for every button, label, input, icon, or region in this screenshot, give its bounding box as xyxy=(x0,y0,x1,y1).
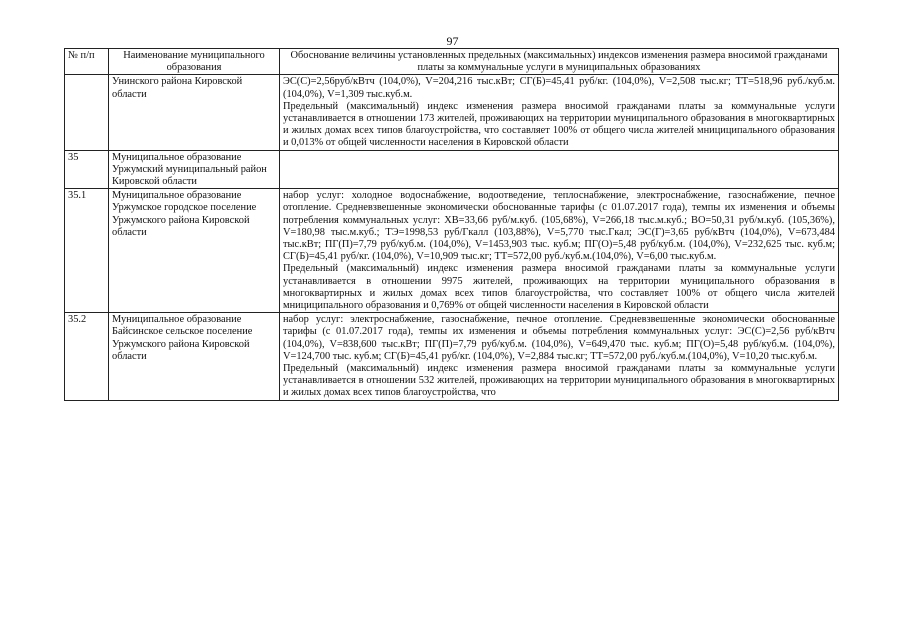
row-name: Муниципальное образование Байсинское сельское поселение Уржумского района Кировской области xyxy=(109,313,280,400)
row-tariffs: набор услуг: электроснабжение, газоснабжение, печное отопление. Средневзвешенные экономически обоснованные тарифы (с 01.07.2017 года), темпы их изменения и объемы потребления коммунальных услуг: ЭС(С)=2,56 руб/кВтч (104,0%), V=838,600 тыс.кВт; ПГ(П)=7,79 руб/куб.м. (104,0%), V=649,470 тыс. куб.м; ПГ(О)=5,48 руб/куб.м. (104,0%), V=124,700 тыс. куб.м; СГ(Б)=45,41 руб/кг. (104,0%), V=2,884 тыс.кг; ТТ=572,00 руб./куб.м.(104,0%), V=10,20 тыс.куб.м. xyxy=(283,314,835,362)
row-num xyxy=(65,75,109,150)
table-row xyxy=(65,75,839,150)
row-tariffs: ЭС(С)=2,56руб/кВтч (104,0%), V=204,216 тыс.кВт; СГ(Б)=45,41 руб/кг. (104,0%), V=2,508 тыс.кг; ТТ=518,96 руб./куб.м.(104,0%), V=1,309 тыс.куб.м. xyxy=(283,76,835,100)
row-num: 35 xyxy=(65,150,109,189)
row-name: Унинского района Кировской области xyxy=(109,75,280,150)
row-justification xyxy=(280,75,839,150)
row-name: Муниципальное образование Уржумский муниципальный район Кировской области xyxy=(109,150,280,189)
page-number: 97 xyxy=(446,34,459,48)
row-justification xyxy=(280,150,839,189)
row-name: Муниципальное образование Уржумское городское поселение Уржумского района Кировской области xyxy=(109,189,280,313)
row-index-text: Предельный (максимальный) индекс изменения размера вносимой гражданами платы за коммунальные услуги устанавливается в отношении 532 жителей, проживающих на территории муниципального образования в многоквартирных и жилых домах всех типов благоустройства, что xyxy=(283,363,835,399)
row-justification xyxy=(280,189,839,313)
row-num: 35.2 xyxy=(65,313,109,400)
table-header-row xyxy=(65,49,839,75)
table-row xyxy=(65,150,839,189)
tariff-index-table xyxy=(64,48,839,401)
header-justification: Обоснование величины установленных предельных (максимальных) индексов изменения размера вносимой гражданами платы за коммунальные услуги в муниципальных образованиях xyxy=(280,49,839,75)
table-row xyxy=(65,313,839,400)
row-index-text: Предельный (максимальный) индекс изменения размера вносимой гражданами платы за коммунальные услуги устанавливается в отношении 9975 жителей, проживающих на территории муниципального образования в многоквартирных и жилых домах всех типов благоустройства, что составляет 100% от общего числа жителей мнициципального образования и 0,769% от общей численности населения в Кировской области xyxy=(283,263,835,312)
row-num: 35.1 xyxy=(65,189,109,313)
row-tariffs: набор услуг: холодное водоснабжение, водоотведение, теплоснабжение, электроснабжение, газоснабжение, печное отопление. Средневзвешенные экономически обоснованные тарифы (с 01.07.2017 года), темпы их изменения и объемы потребления коммунальных услуг: ХВ=33,66 руб/м.куб. (105,68%), V=266,18 тыс.м.куб.; ВО=50,31 руб/м.куб. (105,36%), V=180,98 тыс.м.куб.; ТЭ=1998,53 руб/Гкалл (103,88%), V=5,770 тыс.Гкал; ЭС(Г)=3,65 руб/кВтч (104,0%), V=673,484 тыс.кВт; ПГ(П)=7,79 руб/куб.м. (104,0%), V=1453,903 тыс. куб.м; ПГ(О)=5,48 руб/куб.м. (104,0%), V=232,625 тыс. куб.м; СГ(Б)=45,41 руб/кг. (104,0%), V=10,909 тыс.кг; ТТ=572,00 руб./куб.м.(104,0%), V=6,00 тыс.куб.м. xyxy=(283,190,835,263)
row-justification xyxy=(280,313,839,400)
header-name: Наименование муниципального образования xyxy=(109,49,280,75)
header-num: № п/п xyxy=(65,49,109,75)
table-row xyxy=(65,189,839,313)
row-index-text: Предельный (максимальный) индекс изменения размера вносимой гражданами платы за коммунальные услуги устанавливается в отношении 173 жителей, проживающих на территории муниципального образования в многоквартирных и жилых домах всех типов благоустройства, что составляет 100% от общего числа жителей мнициципального образования и 0,013% от общей численности населения в Кировской области xyxy=(283,100,835,149)
